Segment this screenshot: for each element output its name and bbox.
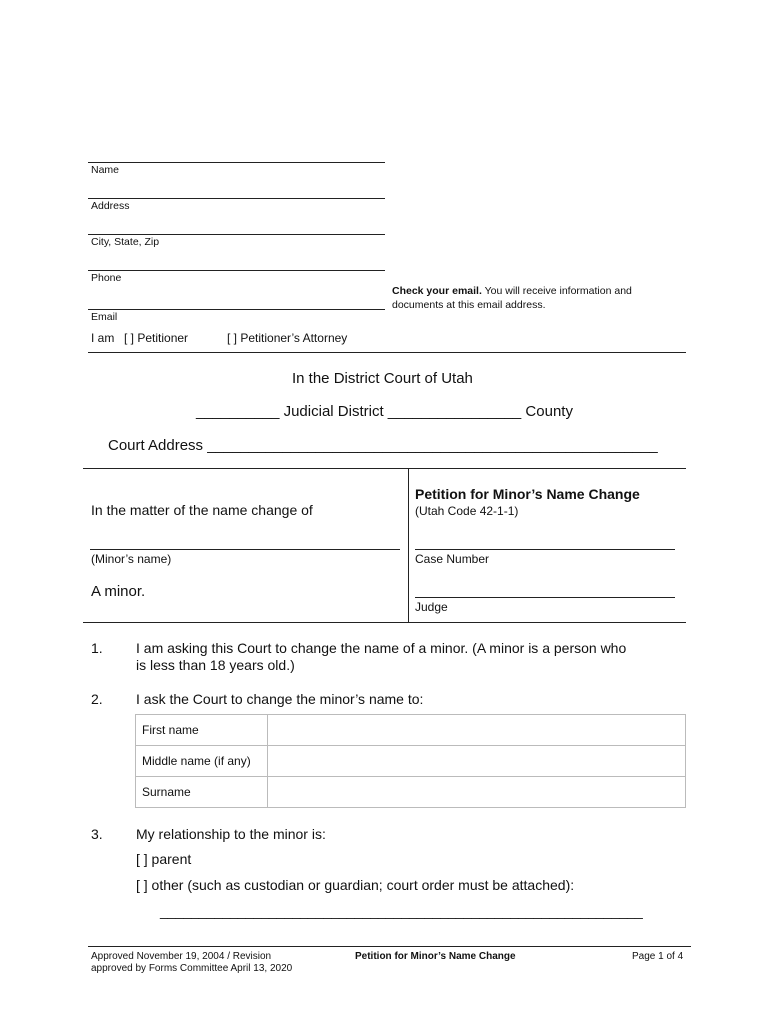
judge-label: Judge <box>415 600 448 614</box>
other-description-line[interactable]: ______________________________________________________________ <box>160 903 643 919</box>
footer-form-title: Petition for Minor’s Name Change <box>355 951 516 962</box>
item-2-number: 2. <box>91 691 103 707</box>
i-am-label: I am <box>91 331 115 345</box>
header-divider <box>88 352 686 353</box>
code-reference: (Utah Code 42-1-1) <box>415 504 519 518</box>
case-number-label: Case Number <box>415 552 490 566</box>
item-1-number: 1. <box>91 640 103 656</box>
matter-text: In the matter of the name change of <box>91 502 313 518</box>
approval-line1: Approved November 19, 2004 / Revision <box>91 951 272 962</box>
new-name-table <box>135 714 686 808</box>
phone-label: Phone <box>91 272 122 284</box>
caption-top-border <box>83 468 686 469</box>
minor-name-label: (Minor’s name) <box>91 552 172 566</box>
approval-line2: approved by Forms Committee April 13, 2020 <box>91 963 293 974</box>
middle-name-field[interactable] <box>268 746 686 777</box>
caption-divider <box>408 468 409 622</box>
item-3-text: My relationship to the minor is: <box>136 826 326 842</box>
address-line[interactable] <box>88 198 385 199</box>
minor-name-line[interactable] <box>90 549 400 550</box>
city-state-zip-label: City, State, Zip <box>91 236 160 248</box>
a-minor-text: A minor. <box>91 583 146 600</box>
name-line[interactable] <box>88 162 385 163</box>
first-name-label: First name <box>136 715 268 746</box>
table-row <box>136 777 686 808</box>
district-county-line[interactable]: __________ Judicial District ________________ County <box>196 403 573 420</box>
case-number-line[interactable] <box>415 549 675 550</box>
address-label: Address <box>91 200 130 212</box>
parent-checkbox[interactable]: [ ] parent <box>136 851 192 867</box>
email-note-rest: You will receive information and <box>481 285 632 297</box>
other-checkbox[interactable]: [ ] other (such as custodian or guardian; court order must be attached): <box>136 877 575 893</box>
first-name-field[interactable] <box>268 715 686 746</box>
middle-name-label: Middle name (if any) <box>136 746 268 777</box>
table-row <box>136 746 686 777</box>
court-title: In the District Court of Utah <box>292 370 473 387</box>
phone-line[interactable] <box>88 270 385 271</box>
page-number: Page 1 of 4 <box>632 951 684 962</box>
name-label: Name <box>91 164 120 176</box>
approval-note <box>91 951 292 975</box>
court-address-line[interactable]: Court Address ______________________________________________________ <box>108 437 658 454</box>
item-1-text-line1: I am asking this Court to change the name of a minor. (A minor is a person who <box>136 640 627 656</box>
petitioner-checkbox[interactable]: [ ] Petitioner <box>124 331 189 345</box>
item-3-number: 3. <box>91 826 103 842</box>
item-1-text-line2: is less than 18 years old.) <box>136 657 295 673</box>
email-line[interactable] <box>88 309 385 310</box>
document-title: Petition for Minor’s Name Change <box>415 486 640 502</box>
surname-label: Surname <box>136 777 268 808</box>
email-note-line2: documents at this email address. <box>392 299 546 311</box>
email-note-bold: Check your email. <box>392 285 482 297</box>
caption-bottom-border <box>83 622 686 623</box>
attorney-checkbox[interactable]: [ ] Petitioner’s Attorney <box>227 331 348 345</box>
city-state-zip-line[interactable] <box>88 234 385 235</box>
email-label: Email <box>91 311 118 323</box>
judge-line[interactable] <box>415 597 675 598</box>
surname-field[interactable] <box>268 777 686 808</box>
footer-divider <box>88 946 691 947</box>
email-note <box>392 284 682 312</box>
table-row <box>136 715 686 746</box>
item-2-text: I ask the Court to change the minor’s name to: <box>136 691 424 707</box>
